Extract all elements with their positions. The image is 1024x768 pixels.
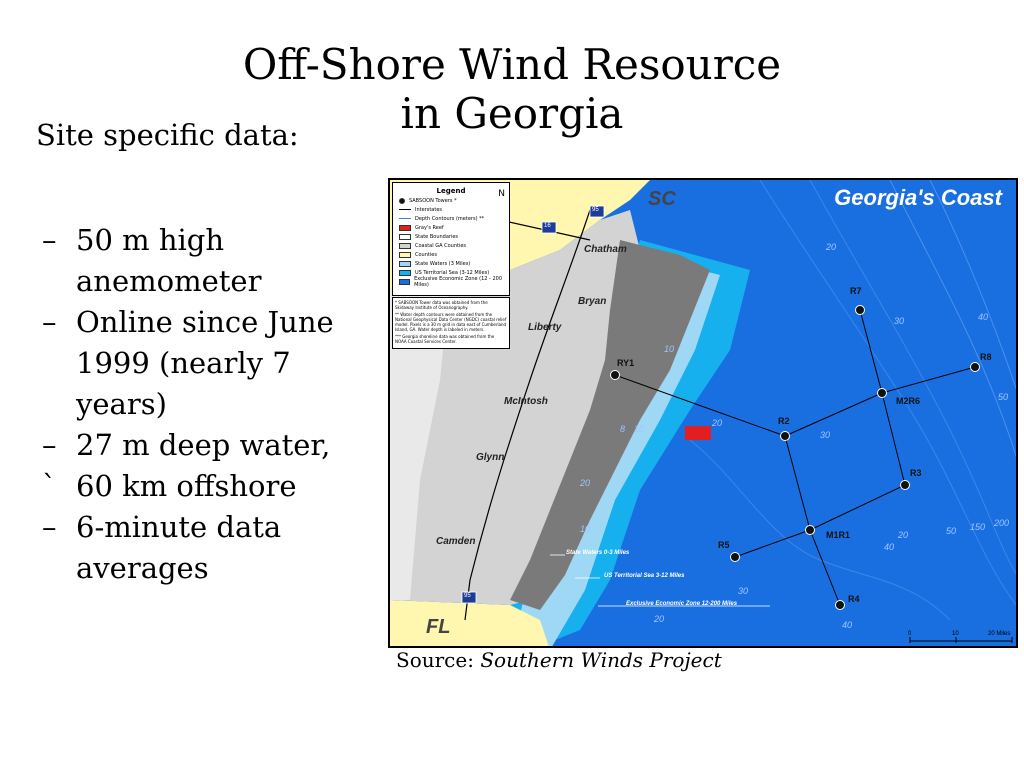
- georgia-coast-map: [388, 178, 1018, 648]
- depth-contour: [810, 180, 1018, 580]
- depth-label: 30: [820, 430, 831, 440]
- bullet-marker: –: [42, 223, 57, 257]
- legend-title: Legend: [436, 187, 466, 195]
- tower-label: M2R6: [896, 396, 921, 406]
- map-legend: [392, 182, 510, 296]
- grays-reef: [685, 426, 711, 440]
- legend-item: Counties: [399, 251, 509, 258]
- depth-label: 40: [842, 620, 853, 630]
- depth-label: 40: [884, 542, 895, 552]
- legend-item: SABSOON Towers *: [399, 197, 509, 204]
- bullet-item: [42, 425, 387, 466]
- bullet-marker: –: [42, 428, 57, 462]
- tower-marker: [806, 526, 815, 535]
- county-label: McIntosh: [504, 396, 548, 407]
- county-label: Bryan: [578, 296, 607, 307]
- legend-notes: [392, 297, 510, 349]
- legend-note: ** Water depth contours were obtained from the National Geophysical Data Center (NGDC) coastal relief model. Pixels is a 30 m grid in data east of Cumberland Island, GA. Water depth is labeled in meters.: [395, 312, 507, 332]
- link-m1r1-r3: [810, 485, 905, 530]
- interstate-swatch-icon: [399, 209, 411, 210]
- depth-label: 30: [894, 316, 905, 326]
- tower-swatch-icon: [399, 198, 405, 204]
- legend-item: Exclusive Economic Zone (12 - 200 Miles): [399, 278, 509, 285]
- legend-item: State Boundaries: [399, 233, 509, 240]
- bullet-text: 60 km offshore: [76, 469, 297, 503]
- legend-item: Coastal GA Counties: [399, 242, 509, 249]
- bullet-marker: –: [42, 510, 57, 544]
- title-line-2: in Georgia: [400, 89, 624, 138]
- tower-marker: [878, 389, 887, 398]
- depth-label: 10: [664, 344, 675, 354]
- legend-note: * SABSOON Tower data was obtained from the Skidaway Institute of Oceanography.: [395, 300, 488, 310]
- depth-label: 20: [654, 614, 665, 624]
- county-label: Chatham: [584, 244, 627, 255]
- bullet-list: [42, 220, 387, 589]
- depth-label: 20: [898, 530, 909, 540]
- link-m2r6-r7: [860, 310, 882, 393]
- tower-label: RY1: [617, 358, 635, 368]
- depth-label: 30: [738, 586, 749, 596]
- contour-swatch-icon: [399, 218, 411, 219]
- link-m1r1-r4: [810, 530, 840, 605]
- depth-label: 40: [978, 312, 989, 322]
- boundary-swatch-icon: [399, 234, 411, 240]
- legend-item: Gray's Reef: [399, 224, 509, 231]
- bullet-item: [42, 220, 387, 302]
- zone-label: State Waters 0-3 Miles: [566, 550, 630, 556]
- state-label-fl: FL: [426, 616, 451, 638]
- legend-item: US Territorial Sea (3-12 Miles): [399, 269, 509, 276]
- tower-label: R7: [850, 286, 862, 296]
- interstate-number: 95: [592, 207, 599, 213]
- zone-label: US Territorial Sea 3-12 Miles: [604, 573, 685, 579]
- tower-marker: [836, 601, 845, 610]
- tower-marker: [856, 306, 865, 315]
- depth-label: 8: [620, 424, 626, 434]
- tower-label: R5: [718, 540, 730, 550]
- link-m2r6-r3: [882, 393, 905, 485]
- north-arrow-icon: N: [498, 189, 505, 199]
- interstate-number: 95: [464, 593, 471, 599]
- tower-label: R8: [980, 352, 992, 362]
- tower-label: R3: [910, 468, 922, 478]
- link-m1r1-r5: [735, 530, 810, 557]
- bullet-text: Online since June 1999 (nearly 7 years): [76, 305, 334, 421]
- depth-label: 20: [826, 242, 837, 252]
- reef-swatch-icon: [399, 225, 411, 231]
- territorial-sea-swatch-icon: [399, 270, 411, 276]
- tower-label: R4: [848, 594, 860, 604]
- bullet-item: [42, 507, 387, 589]
- source-label: Source:: [396, 648, 474, 672]
- county-swatch-icon: [399, 252, 411, 258]
- source-name: Southern Winds Project: [480, 648, 722, 672]
- depth-contour: [690, 440, 950, 620]
- link-r2-m2r6: [785, 393, 882, 436]
- tower-marker: [971, 363, 980, 372]
- bullet-text: 27 m deep water,: [76, 428, 331, 462]
- source-caption: [396, 648, 722, 672]
- tower-label: R2: [778, 416, 790, 426]
- map-title: Georgia's Coast: [834, 185, 1002, 210]
- title-line-1: Off-Shore Wind Resource: [242, 40, 782, 89]
- depth-label: 50: [998, 392, 1009, 402]
- interstate-number: 16: [544, 223, 551, 229]
- tower-marker: [611, 371, 620, 380]
- legend-note: *** Georgia shoreline data was obtained from the NOAA Coastal Services Center.: [395, 334, 495, 344]
- depth-label: 200: [994, 518, 1010, 528]
- scale-label: 0: [908, 631, 912, 637]
- scale-label: 10: [952, 631, 959, 637]
- zone-label: Exclusive Economic Zone 12-200 Miles: [626, 601, 738, 607]
- county-label: Glynn: [476, 452, 505, 463]
- bullet-marker: `: [42, 469, 57, 503]
- depth-label: 10: [634, 424, 645, 434]
- tower-marker: [781, 432, 790, 441]
- link-r2-m1r1: [785, 436, 810, 530]
- legend-item: Interstates: [399, 206, 509, 213]
- tower-label: M1R1: [826, 530, 851, 540]
- depth-label: 20: [580, 478, 591, 488]
- bullet-item: [42, 466, 387, 507]
- bullet-item: [42, 302, 387, 425]
- state-waters-swatch-icon: [399, 261, 411, 267]
- depth-label: 20: [712, 418, 723, 428]
- county-label: Liberty: [528, 322, 562, 333]
- coastal-swatch-icon: [399, 243, 411, 249]
- legend-item: Depth Contours (meters) **: [399, 215, 509, 222]
- depth-label: 10: [580, 524, 591, 534]
- eez-swatch-icon: [399, 279, 410, 285]
- legend-item: State Waters (3 Miles): [399, 260, 509, 267]
- state-label-sc: SC: [648, 188, 676, 210]
- scale-label: 20 Miles: [988, 631, 1011, 637]
- tower-marker: [901, 481, 910, 490]
- subtitle: Site specific data:: [36, 118, 299, 152]
- depth-label: 50: [946, 526, 957, 536]
- county-label: Camden: [436, 536, 476, 547]
- bullet-text: 6-minute data averages: [76, 510, 282, 585]
- bullet-text: 50 m high anemometer: [76, 223, 262, 298]
- depth-label: 150: [970, 522, 986, 532]
- tower-marker: [731, 553, 740, 562]
- bullet-marker: –: [42, 305, 57, 339]
- scale-bar: [910, 637, 1012, 643]
